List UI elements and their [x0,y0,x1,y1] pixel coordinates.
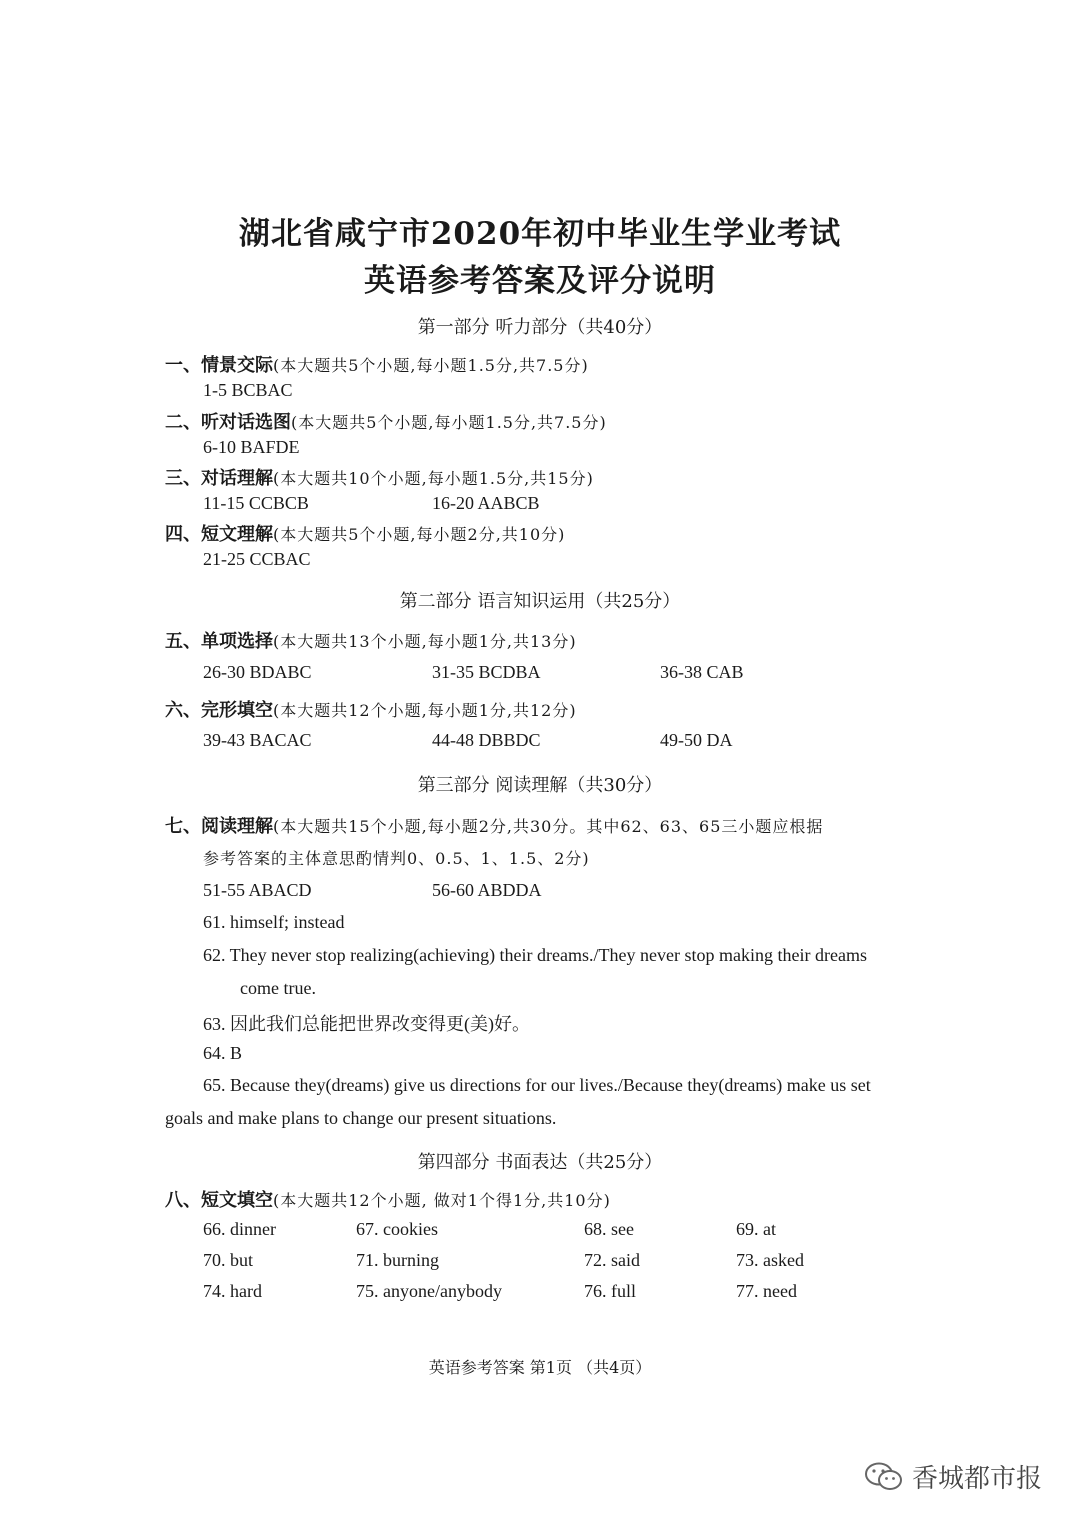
answer-line: 49-50 DA [660,730,733,750]
section-name: 三、对话理解 [165,468,273,489]
answer-line: 16-20 AABCB [432,493,540,513]
section-name: 四、短文理解 [165,524,273,545]
part3-heading: 第三部分 阅读理解（共30分） [417,775,663,796]
cloze-answer: 68. see [584,1219,634,1239]
answer-line: 44-48 DBBDC [432,730,541,750]
cloze-answer: 75. anyone/anybody [356,1281,502,1301]
section1-heading [165,351,589,377]
cloze-answer: 67. cookies [356,1219,438,1239]
answer-q63: 63. 因此我们总能把世界改变得更(美)好。 [203,1014,530,1034]
answer-line: 6-10 BAFDE [203,437,300,457]
section7-heading [165,812,823,838]
part2-heading: 第二部分 语言知识运用（共25分） [399,591,681,612]
section-name: 六、完形填空 [165,700,273,721]
page-footer: 英语参考答案 第1页 （共4页） [428,1358,652,1377]
answer-line: 1-5 BCBAC [203,380,293,400]
cloze-answer: 74. hard [203,1281,262,1301]
section-name: 七、阅读理解 [165,816,273,837]
cloze-answer: 72. said [584,1250,640,1270]
section-name: 五、单项选择 [165,631,273,652]
answer-line: 36-38 CAB [660,662,744,682]
cloze-answer: 77. need [736,1281,797,1301]
answer-q62-cont: come true. [240,978,316,998]
answer-line: 31-35 BCDBA [432,662,541,682]
section7-desc-cont [203,846,590,869]
answer-line: 56-60 ABDDA [432,880,542,900]
section-desc: (本大题共12个小题,每小题1分,共12分) [273,701,577,720]
cloze-answer: 76. full [584,1281,636,1301]
section-desc: (本大题共5个小题,每小题1.5分,共7.5分) [273,356,589,375]
part1-heading: 第一部分 听力部分（共40分） [417,317,663,338]
section-desc: (本大题共15个小题,每小题2分,共30分。其中62、63、65三小题应根据 [273,817,824,836]
answer-line: 39-43 BACAC [203,730,312,750]
section-name: 八、短文填空 [165,1190,273,1211]
answer-q64: 64. B [203,1043,243,1063]
answer-line: 11-15 CCBCB [203,493,309,513]
section-name: 一、情景交际 [165,355,273,376]
section8-heading [165,1186,611,1212]
section2-heading [165,408,607,434]
cloze-answer: 69. at [736,1219,776,1239]
answer-line: 51-55 ABACD [203,880,312,900]
section3-heading [165,464,594,490]
watermark [864,1458,1042,1495]
section-desc: (本大题共5个小题,每小题2分,共10分) [273,525,566,544]
section-desc: (本大题共5个小题,每小题1.5分,共7.5分) [291,413,607,432]
section-name: 二、听对话选图 [165,412,291,433]
answer-q62: 62. They never stop realizing(achieving) their dreams./They never stop making their dreams [203,945,867,965]
answer-q61: 61. himself; instead [203,912,345,932]
wechat-icon [864,1461,904,1493]
doc-title-line2: 英语参考答案及评分说明 [364,263,716,299]
section4-heading [165,520,565,546]
cloze-answer: 73. asked [736,1250,804,1270]
cloze-answer: 70. but [203,1250,254,1270]
cloze-answer: 71. burning [356,1250,439,1270]
answer-q65: 65. Because they(dreams) give us directions for our lives./Because they(dreams) make us set [203,1075,871,1095]
section-desc: (本大题共12个小题, 做对1个得1分,共10分) [273,1191,611,1210]
part4-heading: 第四部分 书面表达（共25分） [417,1152,663,1173]
section-desc: (本大题共13个小题,每小题1分,共13分) [273,632,577,651]
watermark-text: 香城都市报 [911,1464,1042,1494]
answer-line: 21-25 CCBAC [203,549,311,569]
cloze-answer: 66. dinner [203,1219,276,1239]
answer-line: 26-30 BDABC [203,662,312,682]
section6-heading [165,696,577,722]
doc-title-line1: 湖北省咸宁市2020年初中毕业生学业考试 [238,216,842,252]
section-desc: 参考答案的主体意思酌情判0、0.5、1、1.5、2分) [203,849,590,868]
section5-heading [165,627,577,653]
answer-q65-cont: goals and make plans to change our present situations. [165,1108,557,1128]
section-desc: (本大题共10个小题,每小题1.5分,共15分) [273,469,594,488]
